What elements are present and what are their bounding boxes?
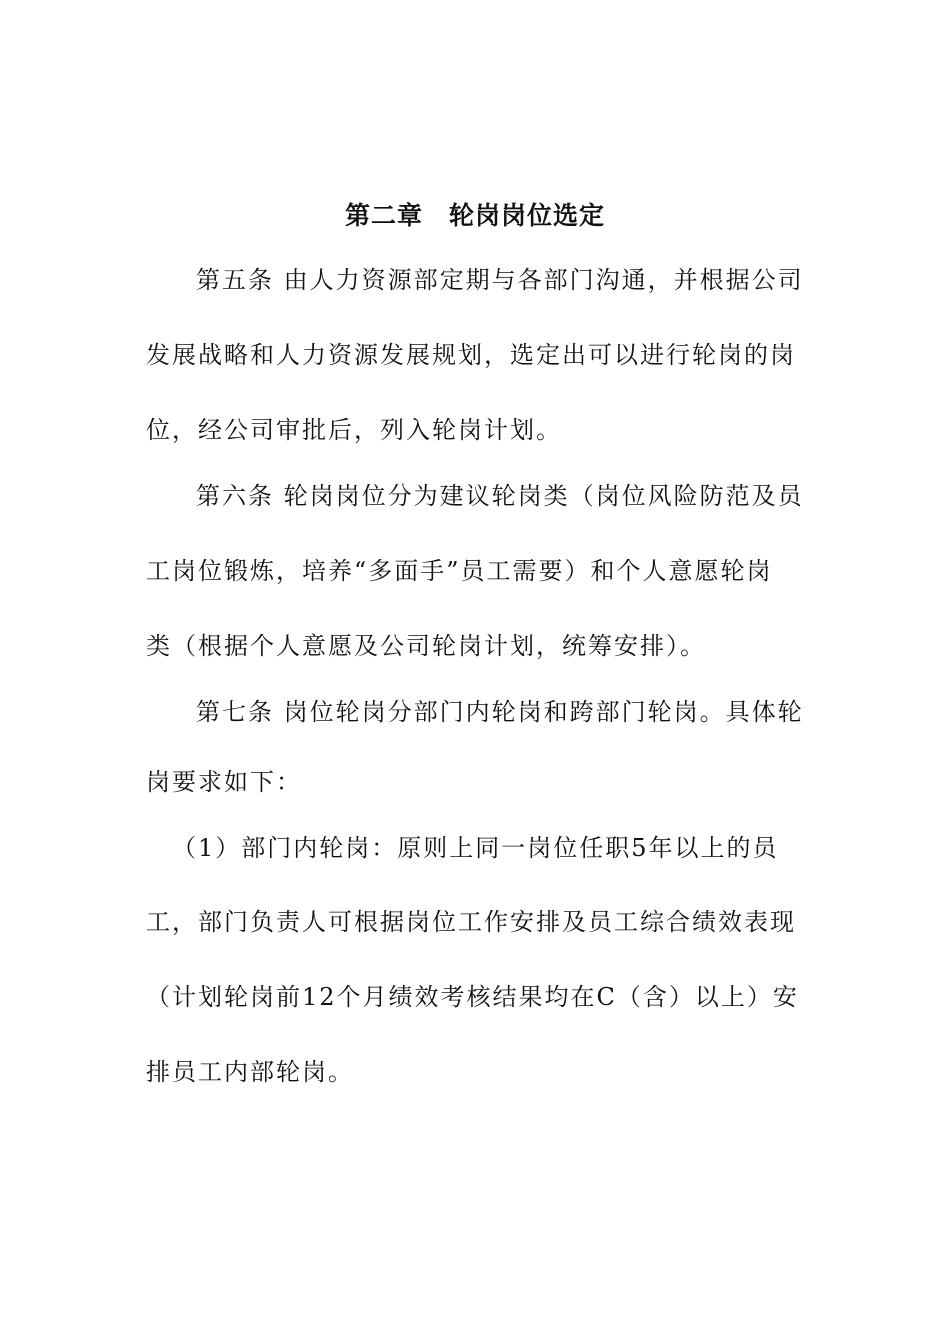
article-5-line-2: 发展战略和人力资源发展规划，选定出可以进行轮岗的岗 — [146, 341, 796, 369]
article-6-line-1: 第六条 轮岗岗位分为建议轮岗类（岗位风险防范及员 — [196, 482, 804, 510]
article-5-line-3: 位，经公司审批后，列入轮岗计划。 — [146, 416, 562, 444]
article-6-line-3: 类（根据个人意愿及公司轮岗计划，统筹安排）。 — [146, 632, 706, 660]
item-1-line-1: （1）部门内轮岗：原则上同一岗位任职5年以上的员 — [172, 834, 779, 862]
chapter-title: 第二章 轮岗岗位选定 — [344, 201, 605, 230]
article-7-line-1: 第七条 岗位轮岗分部门内轮岗和跨部门轮岗。具体轮 — [196, 698, 804, 726]
item-1-line-2: 工，部门负责人可根据岗位工作安排及员工综合绩效表现 — [146, 908, 796, 936]
article-5-line-1: 第五条 由人力资源部定期与各部门沟通，并根据公司 — [196, 266, 804, 294]
article-7-line-2: 岗要求如下： — [146, 768, 302, 796]
article-6-line-2: 工岗位锻炼，培养“多面手”员工需要）和个人意愿轮岗 — [146, 557, 773, 585]
item-1-line-3: （计划轮岗前12个月绩效考核结果均在C（含）以上）安 — [146, 983, 799, 1011]
item-1-line-4: 排员工内部轮岗。 — [146, 1058, 354, 1086]
